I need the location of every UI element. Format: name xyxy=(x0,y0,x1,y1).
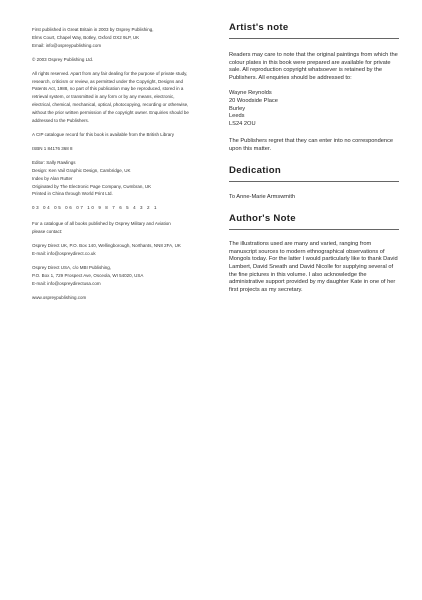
address-line: Burley xyxy=(229,105,246,112)
rights-line: retrieval system, or transmitted in any form or by any means, electronic, xyxy=(32,94,175,100)
rights-line: electrical, chemical, mechanical, optical, photocopying, recording or otherwise, xyxy=(32,102,189,108)
publishers-regret: The Publishers regret that they can enter into no correspondence upon this matter. xyxy=(229,138,394,152)
isbn: ISBN 1 84176 368 8 xyxy=(32,145,73,151)
catalogue-line: please contact: xyxy=(32,229,63,235)
authors-note-section xyxy=(229,213,399,294)
rights-line: All rights reserved. Apart from any fair dealing for the purpose of private study, xyxy=(32,70,188,76)
catalogue-request xyxy=(32,220,210,236)
dedication-heading: Dedication xyxy=(229,165,399,182)
usa-line: E-mail: info@ospreydirectusa.com xyxy=(32,280,101,286)
rights-statement xyxy=(32,70,210,125)
uk-line: E-mail: info@ospreydirect.co.uk xyxy=(32,250,96,256)
website: www.ospreypublishing.com xyxy=(32,294,87,300)
credit-line: Editor: Sally Rawlings xyxy=(32,159,76,165)
artist-address xyxy=(229,90,399,128)
catalogue-line: For a catalogue of all books published by Osprey Military and Aviation xyxy=(32,221,171,227)
publisher-address: Elms Court, Chapel Way, Botley, Oxford OX2 9LP, UK xyxy=(32,34,140,40)
address-line: 20 Woodside Place xyxy=(229,97,278,104)
address-line: Leeds xyxy=(229,113,245,120)
notes-column xyxy=(229,22,399,302)
rights-line: without the prior written permission of the copyright owner. Enquiries should be xyxy=(32,110,189,116)
rights-line: research, criticism or review, as permitted under the Copyright, Designs and xyxy=(32,78,184,84)
artists-note-heading: Artist's note xyxy=(229,22,399,39)
address-line: Wayne Reynolds xyxy=(229,90,272,97)
usa-line: Osprey Direct USA, c/o MBI Publishing, xyxy=(32,264,112,270)
credit-line: Index by Alan Rutter xyxy=(32,175,73,181)
print-run-numbers: 03 04 05 06 07 10 9 8 7 6 5 4 3 2 1 xyxy=(32,205,159,211)
osprey-direct-usa xyxy=(32,264,210,288)
address-line: LS24 2OU xyxy=(229,120,256,127)
usa-line: P.O. Box 1, 729 Prospect Ave, Osceola, WI 54020, USA xyxy=(32,272,144,278)
rights-line: Patents Act, 1988, no part of this publication may be reproduced, stored in a xyxy=(32,86,184,92)
authors-note-text: The illustrations used are many and varied, ranging from manuscript sources to modern ethnographical observations of Mongols today. For the latter I would particularly like to thank David Lambert, David Sneath and David Nicolle for supplying several of the fine pictures in this volume. I also acknowledge the administrative support provided by my daughter Kate in one of her first projects as my secretary. xyxy=(229,241,398,293)
copyright-line: © 2003 Osprey Publishing Ltd. xyxy=(32,56,94,62)
rights-line: addressed to the Publishers. xyxy=(32,118,90,124)
credit-line: Design: Ken Vail Graphic Design, Cambridge, UK xyxy=(32,167,131,173)
artists-note-section xyxy=(229,22,399,154)
dedication-section xyxy=(229,165,399,202)
authors-note-heading: Author's Note xyxy=(229,213,399,230)
artists-note-paragraph: Readers may care to note that the original paintings from which the colour plates in this book were prepared are available for private sale. All reproduction copyright whatsoever is retained by the Publishers. All enquiries should be addressed to: xyxy=(229,52,398,81)
copyright-column xyxy=(32,26,210,307)
publisher-email: Email: info@ospreypublishing.com xyxy=(32,42,102,48)
credit-line: Originated by The Electronic Page Company, Cwmbran, UK xyxy=(32,183,152,189)
dedication-text: To Anne-Marie Armswmith xyxy=(229,193,296,200)
osprey-direct-uk xyxy=(32,242,210,258)
production-credits xyxy=(32,159,210,199)
cip-record: A CIP catalogue record for this book is available from the British Library xyxy=(32,131,174,137)
credit-line: Printed in China through World Print Ltd. xyxy=(32,191,113,197)
uk-line: Osprey Direct UK, P.O. Box 140, Wellingborough, Northants, NN8 2FA, UK xyxy=(32,243,181,249)
first-published-line: First published in Great Britain in 2003 by Osprey Publishing, xyxy=(32,27,154,32)
